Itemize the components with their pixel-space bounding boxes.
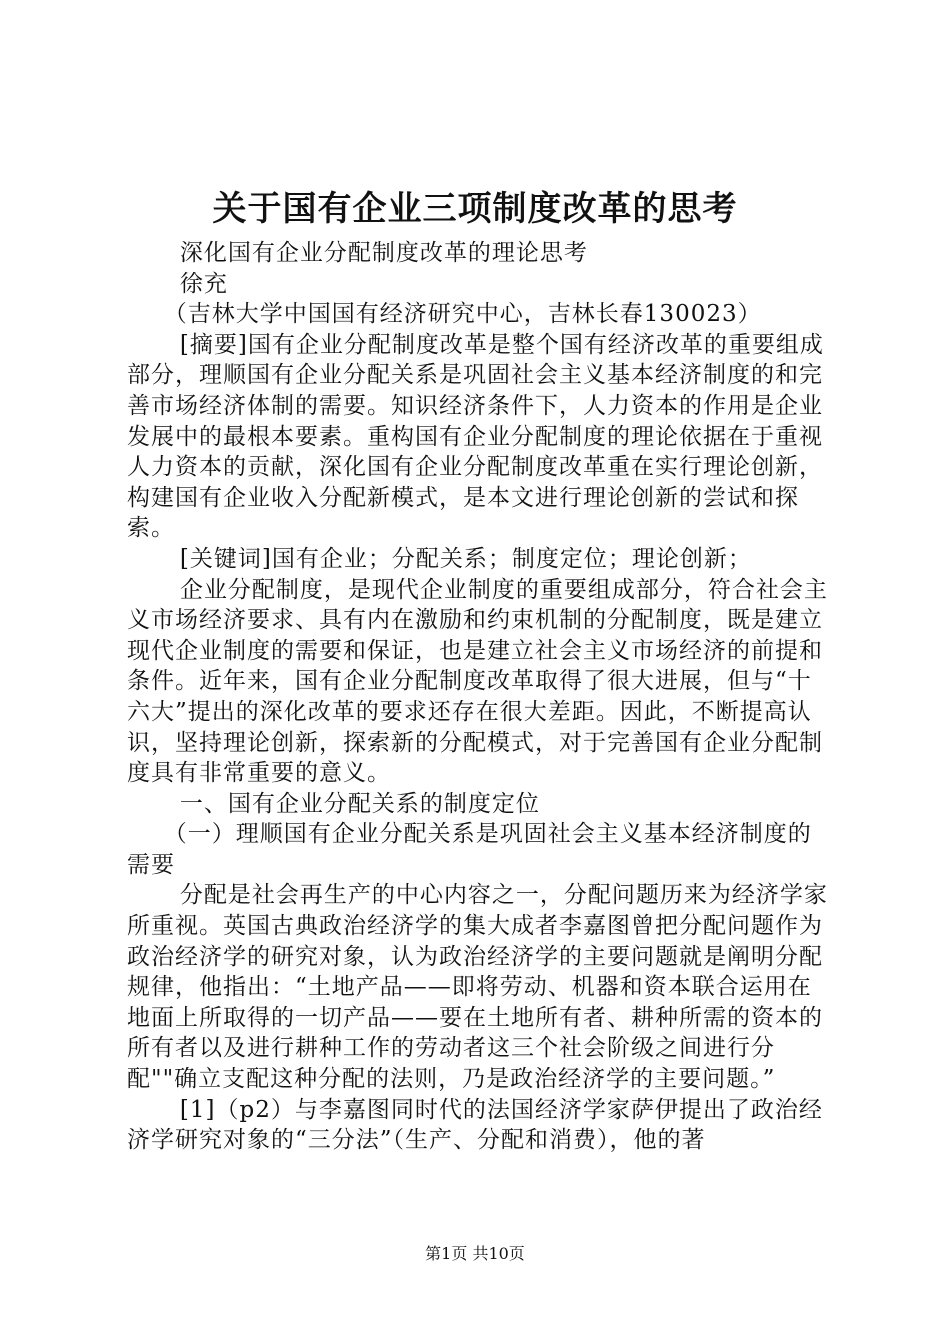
abstract-paragraph: [摘要]国有企业分配制度改革是整个国有经济改革的重要组成部分，理顺国有企业分配关系是巩固社会主义基本经济制度的和完善市场经济体制的需要。知识经济条件下，人力资本的作用是企业发展中的最根本要素。重构国有企业分配制度的理论依据在于重视人力资本的贡献，深化国有企业分配制度改革重在实行理论创新，构建国有企业收入分配新模式，是本文进行理论创新的尝试和探索。 (127, 331, 824, 542)
body-paragraph-1: 企业分配制度，是现代企业制度的重要组成部分，符合社会主义市场经济要求、具有内在激励和约束机制的分配制度，既是建立现代企业制度的需要和保证，也是建立社会主义市场经济的前提和条件。近年来，国有企业分配制度改革取得了很大进展，但与“十六大”提出的深化改革的要求还存在很大差距。因此，不断提高认识，坚持理论创新，探索新的分配模式，对于完善国有企业分配制度具有非常重要的意义。 (127, 576, 828, 787)
section-heading-1: 一、国有企业分配关系的制度定位 (179, 790, 540, 817)
keywords-line: [关键词]国有企业；分配关系；制度定位；理论创新； (179, 545, 752, 572)
document-title: 关于国有企业三项制度改革的思考 (212, 189, 738, 229)
author-affiliation: （吉林大学中国国有经济研究中心，吉林长春130023） (163, 301, 762, 328)
document-subtitle: 深化国有企业分配制度改革的理论思考 (179, 240, 588, 266)
body-paragraph-2: 分配是社会再生产的中心内容之一，分配问题历来为经济学家所重视。英国古典政治经济学的集大成者李嘉图曾把分配问题作为政治经济学的研究对象，认为政治经济学的主要问题就是阐明分配规律，他指出：“土地产品——即将劳动、机器和资本联合运用在地面上所取得的一切产品——要在土地所有者、耕种所需的资本的所有者以及进行耕种工作的劳动者这三个社会阶级之间进行分配""确立支配这种分配的法则，乃是政治经济学的主要问题。” (127, 882, 828, 1093)
document-body (127, 238, 833, 1156)
subsection-heading-1: （一）理顺国有企业分配关系是巩固社会主义基本经济制度的需要 (127, 821, 812, 878)
page-footer: 第1页 共10页 (425, 1244, 525, 1263)
body-paragraph-3: [1]（p2）与李嘉图同时代的法国经济学家萨伊提出了政治经济学研究对象的“三分法”（生产、分配和消费），他的著 (127, 1096, 823, 1154)
author-name: 徐充 (179, 270, 228, 297)
